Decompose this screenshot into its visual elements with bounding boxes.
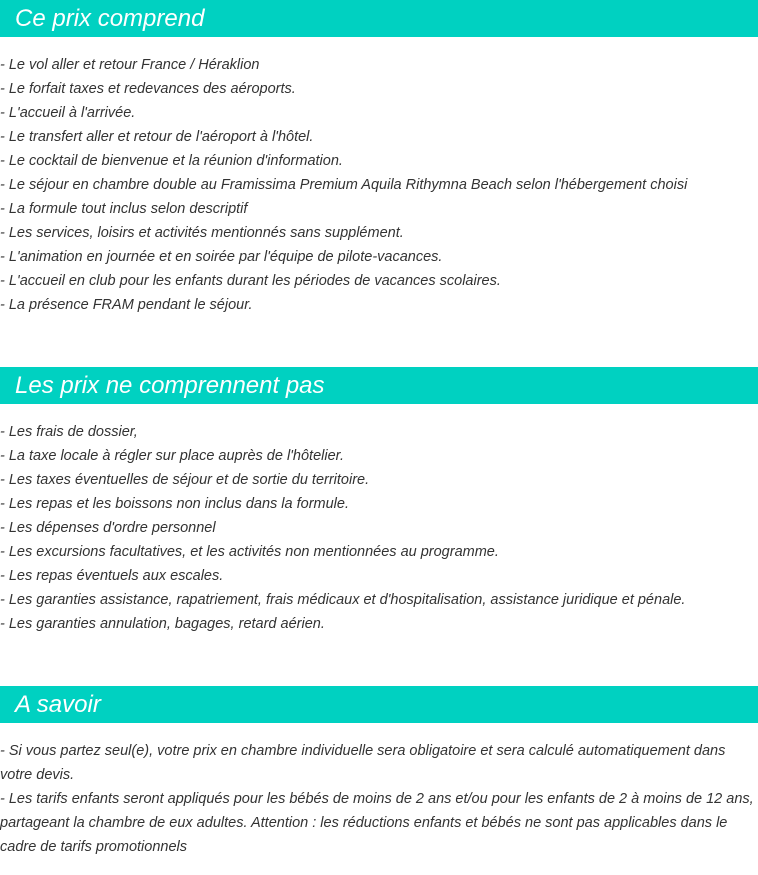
list-item: - L'accueil à l'arrivée. (0, 105, 136, 121)
list-item: - Le forfait taxes et redevances des aéroports. (0, 81, 296, 97)
list-item: - Les dépenses d'ordre personnel (0, 520, 216, 536)
list-item: - Les repas éventuels aux escales. (0, 568, 224, 584)
list-item: - Le séjour en chambre double au Framissima Premium Aquila Rithymna Beach selon l'hébergement choisi (0, 177, 688, 193)
list-item: - La taxe locale à régler sur place auprès de l'hôtelier. (0, 448, 344, 464)
not-included-list (0, 420, 758, 636)
list-item: - Le cocktail de bienvenue et la réunion d'information. (0, 153, 343, 169)
list-item: - La présence FRAM pendant le séjour. (0, 297, 253, 313)
good-to-know-text (0, 739, 758, 859)
list-item: - Les garanties annulation, bagages, retard aérien. (0, 616, 325, 632)
list-item: - Les taxes éventuelles de séjour et de sortie du territoire. (0, 472, 370, 488)
list-item: - Le transfert aller et retour de l'aéroport à l'hôtel. (0, 129, 314, 145)
list-item: - L'animation en journée et en soirée par l'équipe de pilote-vacances. (0, 249, 443, 265)
section-header-good-to-know: A savoir (0, 686, 758, 723)
list-item: - Les garanties assistance, rapatriement, frais médicaux et d'hospitalisation, assistance juridique et pénale. (0, 592, 686, 608)
list-item: - Les excursions facultatives, et les activités non mentionnées au programme. (0, 544, 499, 560)
included-list (0, 53, 758, 317)
list-item: - Le vol aller et retour France / Héraklion (0, 57, 260, 73)
list-item: - La formule tout inclus selon descriptif (0, 201, 248, 217)
paragraph: - Les tarifs enfants seront appliqués pour les bébés de moins de 2 ans et/ou pour les enfants de 2 à moins de 12 ans, partageant la chambre de eux adultes. Attention : les réductions enfants et bébés ne sont pas applicables dans le cadre de tarifs promotionnels (0, 791, 754, 855)
list-item: - Les services, loisirs et activités mentionnés sans supplément. (0, 225, 404, 241)
section-header-not-included: Les prix ne comprennent pas (0, 367, 758, 404)
list-item: - L'accueil en club pour les enfants durant les périodes de vacances scolaires. (0, 273, 501, 289)
list-item: - Les repas et les boissons non inclus dans la formule. (0, 496, 349, 512)
list-item: - Les frais de dossier, (0, 424, 138, 440)
section-header-included: Ce prix comprend (0, 0, 758, 37)
paragraph: - Si vous partez seul(e), votre prix en chambre individuelle sera obligatoire et sera calculé automatiquement dans votre devis. (0, 743, 726, 783)
